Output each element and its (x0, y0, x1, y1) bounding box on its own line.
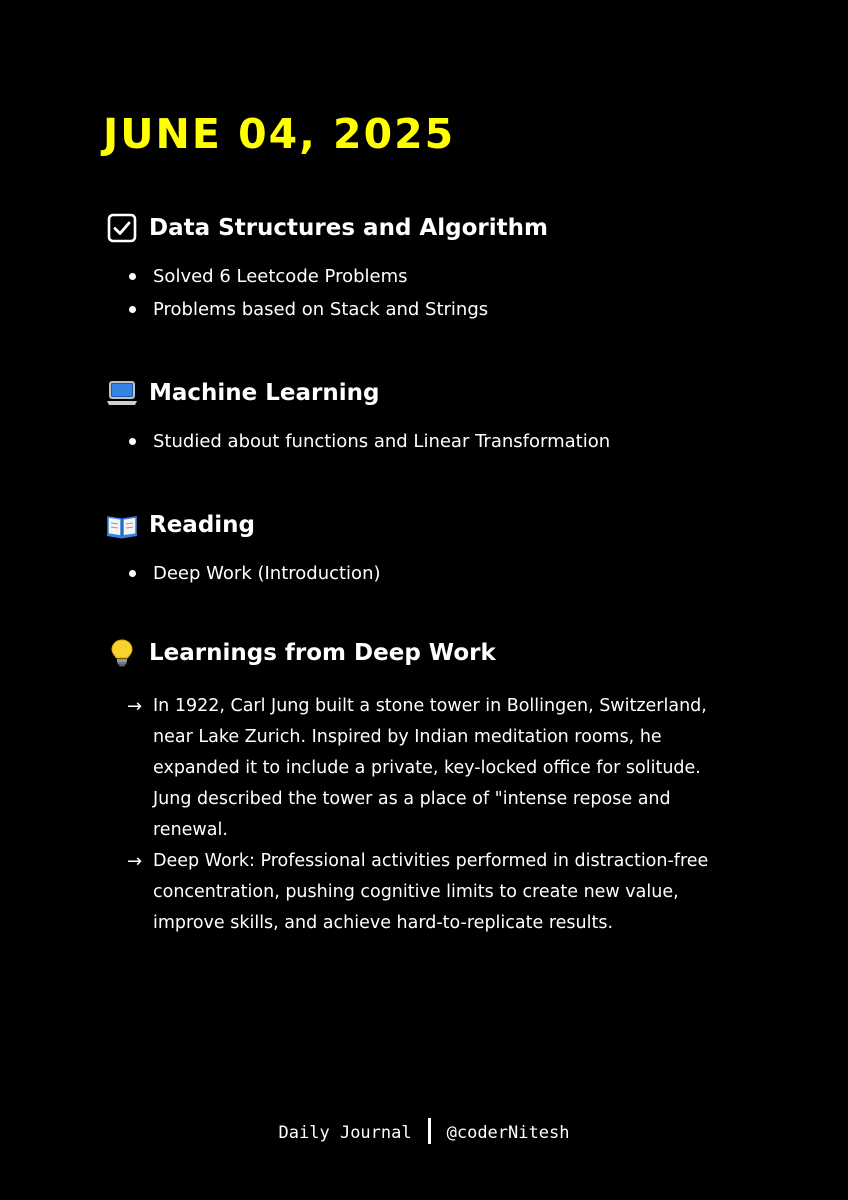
section-title-row (105, 507, 765, 543)
footer-divider (428, 1118, 431, 1144)
footer-handle: @coderNitesh (446, 1123, 570, 1143)
section-title-row (105, 210, 765, 246)
note-text: In 1922, Carl Jung built a stone tower in Bollingen, Switzerland, near Lake Zurich. Inspired by Indian meditation rooms, he expanded it to include a private, key-locked office for solitude. Jung described the tower as a place of "intense repose and renewal. (153, 696, 707, 840)
bullet-dot (129, 306, 136, 313)
bullet-dot (129, 570, 136, 577)
section-title: Learnings from Deep Work (149, 640, 496, 666)
list-item (105, 293, 765, 326)
section-title: Reading (149, 512, 256, 538)
section-reading (105, 507, 765, 590)
bullet-list (105, 557, 765, 590)
right-arrow-icon: → (127, 851, 143, 872)
bullet-dot (129, 438, 136, 445)
note-item (105, 846, 743, 939)
bullet-list (105, 260, 765, 326)
right-arrow-icon: → (127, 696, 143, 717)
laptop-icon (105, 376, 139, 410)
section-title-row (105, 635, 765, 671)
section-title: Data Structures and Algorithm (149, 215, 548, 241)
list-item (105, 260, 765, 293)
section-learnings (105, 635, 765, 939)
notes-list (105, 691, 765, 939)
bullet-dot (129, 273, 136, 280)
footer (0, 1118, 848, 1144)
list-item (105, 425, 765, 458)
note-text: Deep Work: Professional activities performed in distraction-free concentration, pushing cognitive limits to create new value, improve skills, and achieve hard-to-replicate results. (153, 851, 709, 933)
open-book-icon (105, 508, 139, 542)
section-title-row (105, 375, 765, 411)
bullet-list (105, 425, 765, 458)
footer-journal-label: Daily Journal (278, 1123, 412, 1143)
list-item-text: Problems based on Stack and Strings (153, 299, 489, 320)
note-item (105, 691, 743, 846)
section-machine-learning (105, 375, 765, 458)
journal-date: JUNE 04, 2025 (103, 110, 456, 158)
list-item-text: Studied about functions and Linear Transformation (153, 431, 611, 452)
lightbulb-icon (105, 636, 139, 670)
list-item-text: Solved 6 Leetcode Problems (153, 266, 408, 287)
list-item-text: Deep Work (Introduction) (153, 563, 381, 584)
list-item (105, 557, 765, 590)
checkbox-icon (105, 211, 139, 245)
section-title: Machine Learning (149, 380, 380, 406)
section-dsa (105, 210, 765, 326)
